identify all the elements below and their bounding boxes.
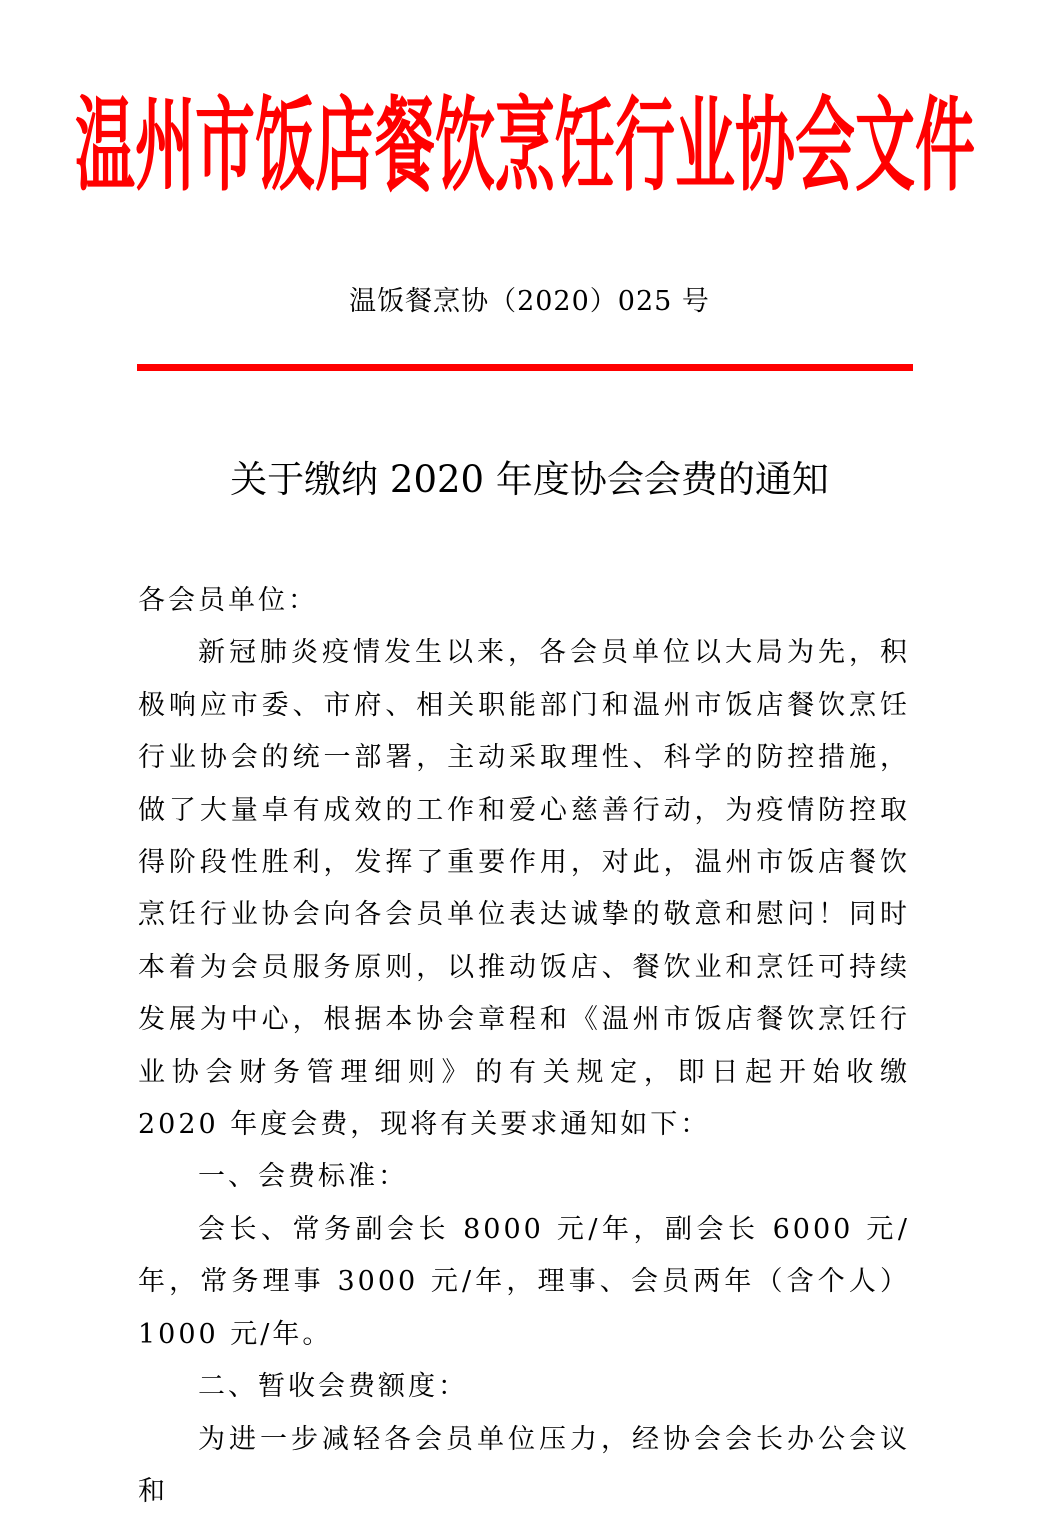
org-document-header: 温州市饭店餐饮烹饪行业协会文件	[130, 20, 920, 275]
paragraph-fee-standard: 会长、常务副会长 8000 元/年，副会长 6000 元/年，常务理事 3000 元/年，理事、会员两年（含个人）1000 元/年。	[138, 1204, 910, 1361]
notice-body	[138, 575, 910, 1518]
paragraph-temporary-fee: 为进一步减轻各会员单位压力，经协会会长办公会议和	[138, 1414, 910, 1518]
section-heading-fee-standard: 一、会费标准：	[138, 1151, 910, 1203]
document-number: 温饭餐烹协（2020）025 号	[0, 282, 1059, 322]
notice-title: 关于缴纳 2020 年度协会会费的通知	[0, 452, 1059, 508]
red-divider-rule	[137, 364, 913, 371]
section-heading-temporary-fee: 二、暂收会费额度：	[138, 1361, 910, 1413]
paragraph-intro: 新冠肺炎疫情发生以来，各会员单位以大局为先，积极响应市委、市府、相关职能部门和温州市饭店餐饮烹饪行业协会的统一部署，主动采取理性、科学的防控措施，做了大量卓有成效的工作和爱心慈善行动，为疫情防控取得阶段性胜利，发挥了重要作用，对此，温州市饭店餐饮烹饪行业协会向各会员单位表达诚挚的敬意和慰问！同时本着为会员服务原则，以推动饭店、餐饮业和烹饪可持续发展为中心，根据本协会章程和《温州市饭店餐饮烹饪行业协会财务管理细则》的有关规定，即日起开始收缴 2020 年度会费，现将有关要求通知如下：	[138, 627, 910, 1151]
salutation: 各会员单位：	[138, 575, 910, 627]
